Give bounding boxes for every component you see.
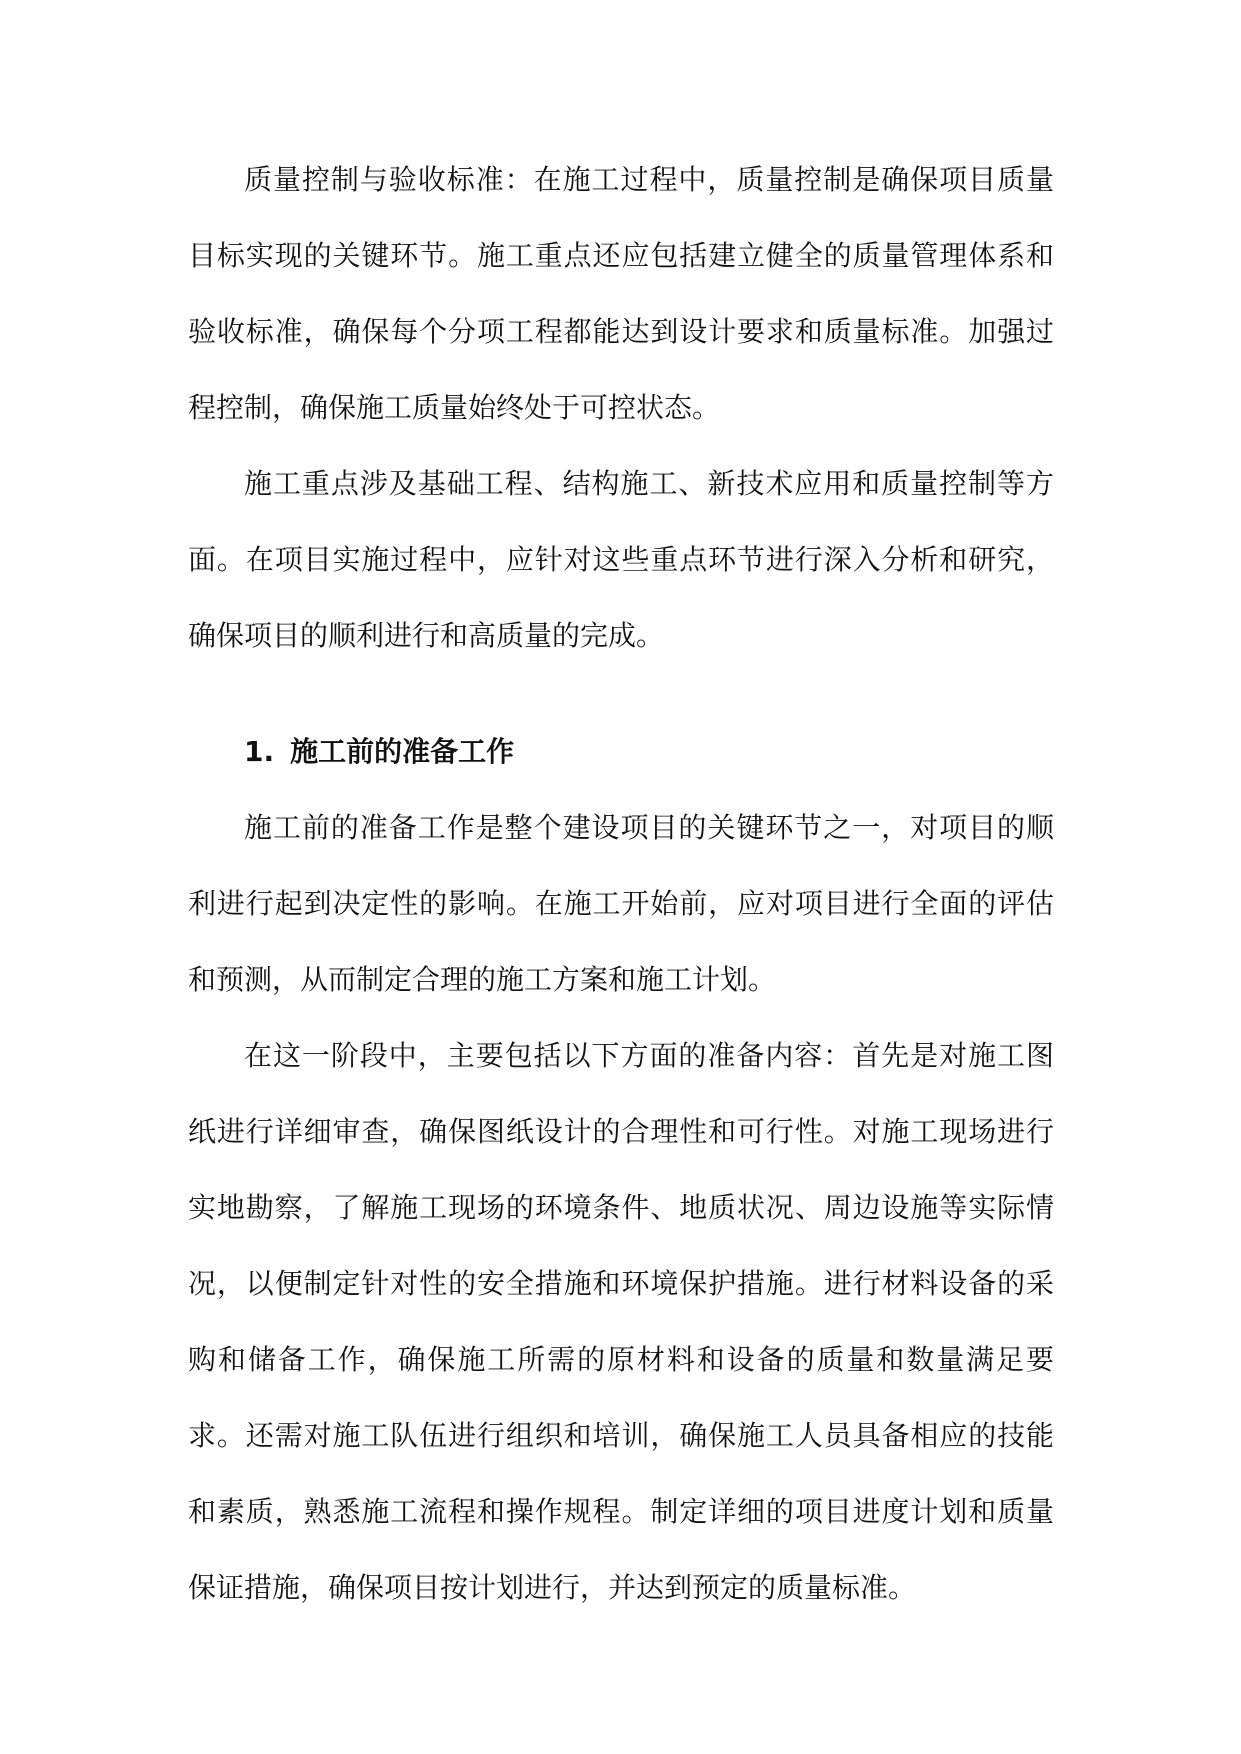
document-body [188, 142, 1054, 1626]
section-number: 1. [244, 735, 275, 768]
section-title: 施工前的准备工作 [290, 735, 515, 768]
paragraph-preparation-intro: 施工前的准备工作是整个建设项目的关键环节之一，对项目的顺利进行起到决定性的影响。在施工开始前，应对项目进行全面的评估和预测，从而制定合理的施工方案和施工计划。 [188, 811, 1054, 996]
paragraph-construction-focus: 施工重点涉及基础工程、结构施工、新技术应用和质量控制等方面。在项目实施过程中，应针对这些重点环节进行深入分析和研究，确保项目的顺利进行和高质量的完成。 [188, 467, 1054, 652]
section-heading [188, 714, 1054, 790]
paragraph-preparation-details: 在这一阶段中，主要包括以下方面的准备内容：首先是对施工图纸进行详细审查，确保图纸设计的合理性和可行性。对施工现场进行实地勘察，了解施工现场的环境条件、地质状况、周边设施等实际情况，以便制定针对性的安全措施和环境保护措施。进行材料设备的采购和储备工作，确保施工所需的原材料和设备的质量和数量满足要求。还需对施工队伍进行组织和培训，确保施工人员具备相应的技能和素质，熟悉施工流程和操作规程。制定详细的项目进度计划和质量保证措施，确保项目按计划进行，并达到预定的质量标准。 [188, 1039, 1054, 1604]
paragraph-quality-control: 质量控制与验收标准：在施工过程中，质量控制是确保项目质量目标实现的关键环节。施工重点还应包括建立健全的质量管理体系和验收标准，确保每个分项工程都能达到设计要求和质量标准。加强过程控制，确保施工质量始终处于可控状态。 [188, 163, 1054, 424]
